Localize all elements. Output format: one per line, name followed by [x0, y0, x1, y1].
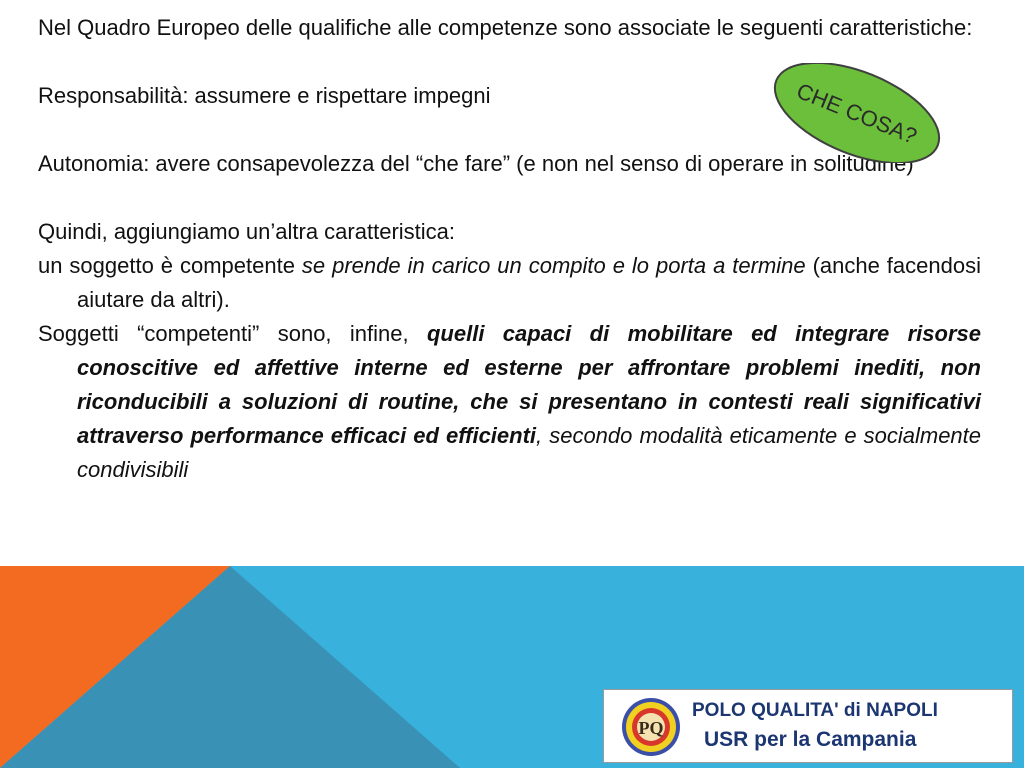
soggetto-paragraph — [38, 249, 981, 317]
intro-text: Nel Quadro Europeo delle qualifiche alle competenze sono associate le seguenti caratteristiche: — [38, 15, 973, 40]
polo-qualita-logo — [603, 689, 1013, 763]
badge-label: CHE COSA? — [793, 78, 921, 149]
autonomia-definition: : avere consapevolezza del “che fare” (e non nel senso di operare in solitudine) — [143, 151, 914, 176]
definition-lead: Soggetti “competenti” sono, infine, — [38, 321, 427, 346]
definition-paragraph — [38, 317, 981, 487]
soggetto-text-plain: un soggetto è competente — [38, 253, 302, 278]
che-cosa-badge — [767, 63, 947, 163]
autonomia-term: Autonomia — [38, 151, 144, 176]
responsabilita-term: Responsabilità — [38, 83, 183, 108]
quindi-text: Quindi, aggiungiamo un’altra caratteristica: — [38, 219, 456, 244]
definition-tail: , secondo modalità eticamente e socialmente condivisibili — [77, 423, 982, 482]
responsabilita-definition: : assumere e rispettare impegni — [182, 83, 491, 108]
quindi-paragraph — [38, 215, 981, 249]
logo-subtitle: USR per la Campania — [704, 728, 917, 751]
soggetto-text-tail: (anche facendosi aiutare da altri). — [77, 253, 981, 312]
definition-emphasis: quelli capaci di mobilitare ed integrare risorse conoscitive ed affettive interne ed esterne per affrontare problemi inediti, non riconducibili a soluzioni di routine, che si presentano in contesti reali significativi attraverso performance efficaci ed efficienti — [77, 321, 982, 448]
soggetto-text-italic: se prende in carico un compito e lo porta a termine — [301, 253, 806, 278]
emblem-letters: PQ — [638, 718, 664, 738]
polo-qualita-emblem-icon — [620, 696, 682, 758]
spacer — [38, 181, 981, 215]
logo-title: POLO QUALITA' di NAPOLI — [692, 700, 938, 721]
intro-paragraph — [38, 11, 981, 45]
